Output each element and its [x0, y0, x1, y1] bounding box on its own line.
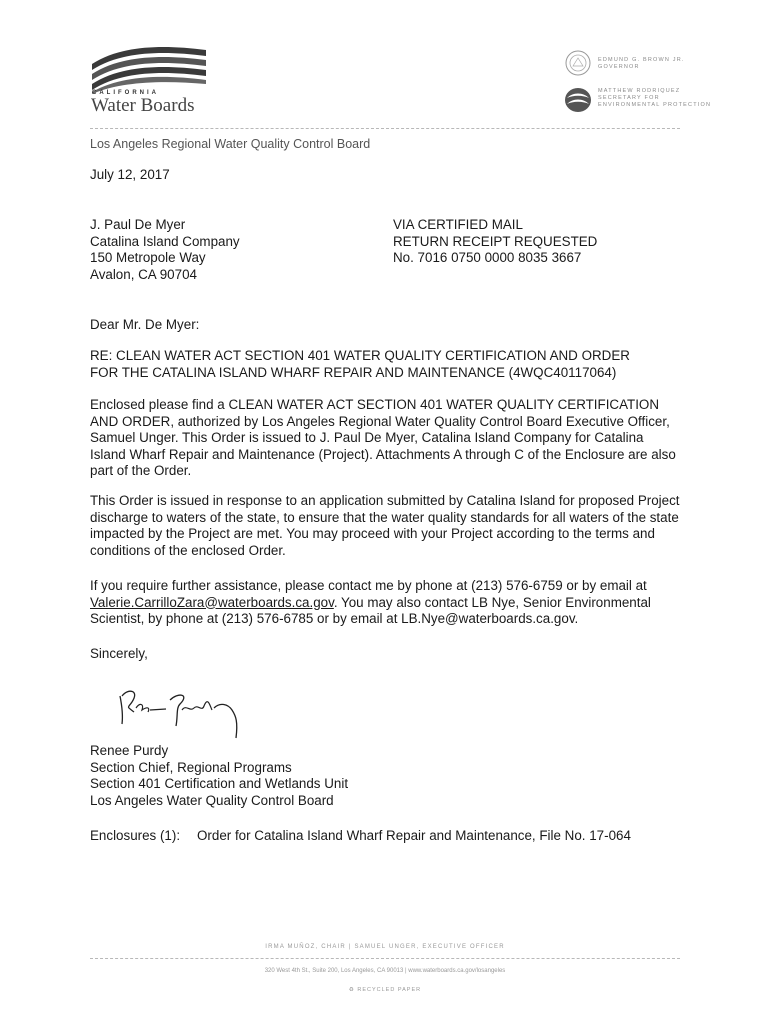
delivery-line: VIA CERTIFIED MAIL: [393, 217, 523, 232]
enclosures-text: Order for Catalina Island Wharf Repair and Maintenance, File No. 17-064: [197, 828, 631, 843]
letter-date: July 12, 2017: [90, 167, 170, 182]
signature-block: [90, 743, 348, 809]
paragraph-3-text-a: If you require further assistance, please contact me by phone at (213) 576-6759 or by email at: [90, 578, 647, 593]
calepa-logo-icon: [563, 86, 593, 114]
body-paragraph-1: Enclosed please find a CLEAN WATER ACT SECTION 401 WATER QUALITY CERTIFICATION AND ORDER, authorized by Los Angeles Regional Water Quality Control Board Executive Officer, Samuel Unger. This Order is issued to J. Paul De Myer, Catalina Island Company for Catalina Island Wharf Repair and Maintenance (Project). Attachments A through C of the Enclosure are also part of the Order.: [90, 397, 676, 478]
governor-name: EDMUND G. BROWN JR.: [598, 57, 685, 63]
signer-title: Section Chief, Regional Programs: [90, 759, 292, 775]
delivery-line: RETURN RECEIPT REQUESTED: [393, 233, 598, 249]
recipient-line: 150 Metropole Way: [90, 250, 206, 265]
recipient-address: [90, 217, 240, 283]
logo-state-text: CALIFORNIA: [92, 90, 159, 96]
governor-title: GOVERNOR: [598, 64, 640, 70]
delivery-line: No. 7016 0750 0000 8035 3667: [393, 250, 582, 265]
recycle-icon: ♻: [348, 987, 358, 993]
footer-recycled: [0, 987, 770, 993]
body-paragraph-3: [90, 578, 680, 628]
recipient-line: J. Paul De Myer: [90, 217, 186, 232]
board-name: Los Angeles Regional Water Quality Control Board: [90, 137, 371, 151]
subject-line: [90, 348, 680, 381]
signer-organization: Los Angeles Water Quality Control Board: [90, 792, 334, 808]
handwritten-signature: [118, 682, 248, 742]
secretary-name: MATTHEW RODRIQUEZ: [598, 88, 681, 94]
signer-unit: Section 401 Certification and Wetlands Unit: [90, 776, 349, 791]
enclosures-label: Enclosures (1):: [90, 828, 181, 843]
subject-line-2: FOR THE CATALINA ISLAND WHARF REPAIR AND MAINTENANCE (4WQC40117064): [90, 364, 617, 380]
signer-name: Renee Purdy: [90, 743, 169, 758]
delivery-method: [393, 217, 597, 267]
paragraph-3-text-b: . You may also contact LB Nye, Senior Environmental Scientist, by phone at (213) 576-6785 or by email at LB.Nye@waterboards.ca.gov.: [90, 594, 651, 626]
closing: Sincerely,: [90, 646, 148, 661]
salutation: Dear Mr. De Myer:: [90, 317, 200, 332]
logo-name-text: Water Boards: [91, 95, 195, 116]
water-boards-logo-waves-icon: [90, 44, 208, 94]
footer-officers: IRMA MUÑOZ, CHAIR | SAMUEL UNGER, EXECUTIVE OFFICER: [265, 944, 505, 950]
recycled-paper-text: RECYCLED PAPER: [357, 987, 422, 993]
footer-address: 320 West 4th St., Suite 200, Los Angeles, CA 90013 | www.waterboards.ca.gov/losangeles: [264, 968, 506, 974]
email-link[interactable]: Valerie.CarrilloZara@waterboards.ca.gov: [90, 594, 334, 610]
footer-divider: [90, 958, 680, 959]
secretary-title-line2: ENVIRONMENTAL PROTECTION: [598, 102, 712, 108]
recipient-line: Avalon, CA 90704: [90, 266, 197, 282]
secretary-title-line1: SECRETARY FOR: [598, 95, 660, 101]
letterhead-divider: [90, 128, 680, 129]
recipient-line: Catalina Island Company: [90, 233, 240, 249]
subject-line-1: RE: CLEAN WATER ACT SECTION 401 WATER QUALITY CERTIFICATION AND ORDER: [90, 348, 630, 363]
state-seal-icon: [565, 50, 591, 76]
body-paragraph-2: This Order is issued in response to an application submitted by Catalina Island for proposed Project discharge to waters of the state, to ensure that the water quality standards for all waters of the state impacted by the Project are met. You may proceed with your Project according to the terms and conditions of the enclosed Order.: [90, 493, 680, 558]
